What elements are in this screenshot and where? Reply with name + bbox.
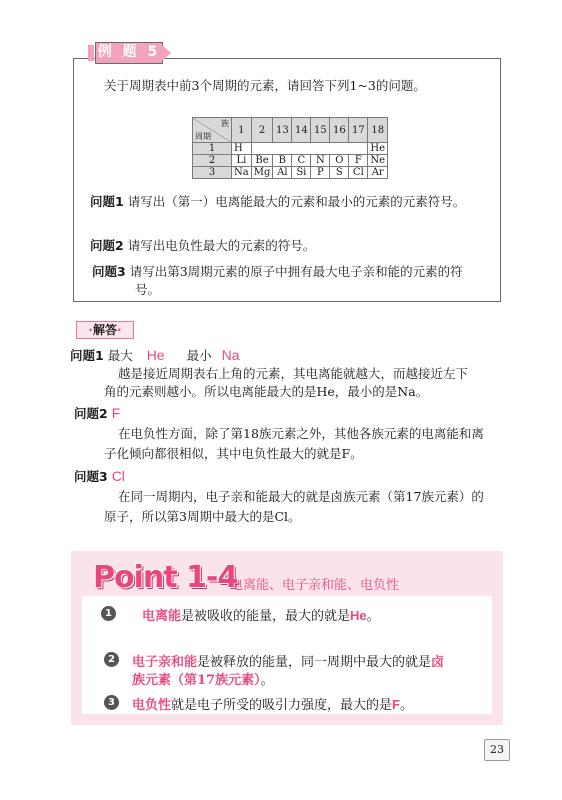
element-cell: Be (251, 155, 273, 167)
element-cell: Ne (368, 155, 388, 167)
answer-2-line2: 子化倾向都很相似，其中电负性最大的就是F。 (104, 446, 363, 461)
period-header: 3 (193, 167, 232, 179)
point-item-1 (142, 605, 380, 624)
example-tag: 例 题 5 (95, 42, 163, 64)
group-header: 13 (273, 118, 292, 143)
point-item-3-term: 电负性 (132, 698, 172, 713)
point-item-1-end: He (350, 608, 367, 623)
example-intro: 关于周期表中前3个周期的元素，请回答下列1~3的问题。 (104, 78, 426, 93)
answer-1-max-label: 最大 (107, 348, 133, 363)
point-item-3-text: 就是电子所受的吸引力强度，最大的是 (171, 698, 393, 713)
point-item-1-tail: 。 (366, 609, 380, 624)
answer-1-min: Na (221, 347, 240, 363)
point-item-2 (132, 651, 444, 670)
question-1-text: 请写出（第一）电离能最大的元素和最小的元素的元素符号。 (127, 194, 466, 209)
question-3 (92, 262, 463, 280)
period-header: 2 (193, 155, 232, 167)
point-item-2-cont (132, 669, 274, 688)
periodic-table (192, 117, 388, 179)
answer-1-max: He (146, 347, 165, 363)
element-cell: Mg (251, 167, 273, 179)
tag-dot-left: · (88, 323, 93, 337)
answer-2-head (74, 404, 120, 422)
answer-1-line1: 越是接近周期表右上角的元素，其电离能就越大，而越接近左下 (118, 366, 469, 381)
element-cell: Na (232, 167, 252, 179)
element-cell: F (349, 155, 368, 167)
group-header: 1 (232, 118, 252, 143)
group-header: 15 (311, 118, 330, 143)
question-3-label: 问题3 (92, 264, 126, 279)
answer-2-value: F (111, 405, 121, 421)
number-1-icon: 1 (101, 606, 116, 621)
answer-tag-label: 解答 (92, 323, 117, 337)
answer-1-line2: 角的元素则越小。所以电离能最大的是He，最小的是Na。 (104, 384, 429, 399)
element-cell: C (292, 155, 311, 167)
point-item-2-text: 是被释放的能量，同一周期中最大的就是 (197, 655, 432, 670)
period-header: 1 (193, 143, 232, 155)
point-subtitle: 电离能、电子亲和能、电负性 (230, 578, 400, 593)
point-item-3-end: F (392, 697, 400, 712)
element-cell: N (311, 155, 330, 167)
corner-group-label: 族 (221, 119, 229, 128)
element-cell: Li (232, 155, 252, 167)
element-cell: Ar (368, 167, 388, 179)
empty-cell (251, 143, 368, 155)
element-cell: P (311, 167, 330, 179)
group-header: 16 (330, 118, 349, 143)
point-item-3 (132, 694, 413, 713)
answer-3-line1: 在同一周期内，电子亲和能最大的就是卤族元素（第17族元素）的 (118, 489, 484, 504)
group-header: 2 (251, 118, 273, 143)
question-3-cont: 号。 (135, 282, 161, 297)
question-2-label: 问题2 (90, 238, 124, 253)
point-item-1-text: 是被吸收的能量，最大的就是 (181, 609, 351, 624)
table-corner (193, 118, 232, 143)
example-tag-arrow (162, 45, 171, 61)
element-cell: H (232, 143, 252, 155)
element-cell: He (368, 143, 388, 155)
group-header: 18 (368, 118, 388, 143)
point-item-1-term: 电离能 (142, 609, 182, 624)
answer-3-line2: 原子，所以第3周期中最大的是Cl。 (104, 509, 301, 524)
answer-1-head (70, 346, 239, 364)
point-item-2-tail: 。 (260, 673, 274, 688)
answer-3-head (74, 467, 125, 485)
answer-2-label: 问题2 (74, 406, 108, 421)
point-item-2-end2: 族元素（第17族元素） (132, 673, 261, 688)
element-cell: Cl (349, 167, 368, 179)
answer-tag (76, 321, 134, 339)
point-item-3-tail: 。 (399, 698, 413, 713)
question-3-text: 请写出第3周期元素的原子中拥有最大电子亲和能的元素的符 (129, 264, 463, 279)
question-2-text: 请写出电负性最大的元素的符号。 (127, 238, 316, 253)
answer-3-value: Cl (111, 468, 125, 484)
element-cell: Al (273, 167, 292, 179)
point-item-2-end: 卤 (431, 655, 445, 670)
point-title: Point 1-4 (93, 560, 238, 595)
number-3-icon: 3 (104, 695, 119, 710)
answer-1-label: 问题1 (70, 348, 104, 363)
question-1-label: 问题1 (90, 194, 124, 209)
question-1 (90, 192, 465, 210)
example-tag-marker (88, 45, 94, 61)
group-header: 17 (349, 118, 368, 143)
answer-1-min-label: 最小 (186, 348, 212, 363)
element-cell: O (330, 155, 349, 167)
element-cell: B (273, 155, 292, 167)
element-cell: S (330, 167, 349, 179)
tag-dot-right: · (117, 323, 122, 337)
group-header: 14 (292, 118, 311, 143)
point-item-2-term: 电子亲和能 (132, 655, 198, 670)
answer-3-label: 问题3 (74, 469, 108, 484)
corner-period-label: 周期 (195, 132, 211, 141)
answer-2-line1: 在电负性方面，除了第18族元素之外，其他各族元素的电离能和离 (118, 426, 484, 441)
page-number: 23 (484, 739, 510, 761)
question-2 (90, 236, 315, 254)
number-2-icon: 2 (104, 652, 119, 667)
element-cell: Si (292, 167, 311, 179)
